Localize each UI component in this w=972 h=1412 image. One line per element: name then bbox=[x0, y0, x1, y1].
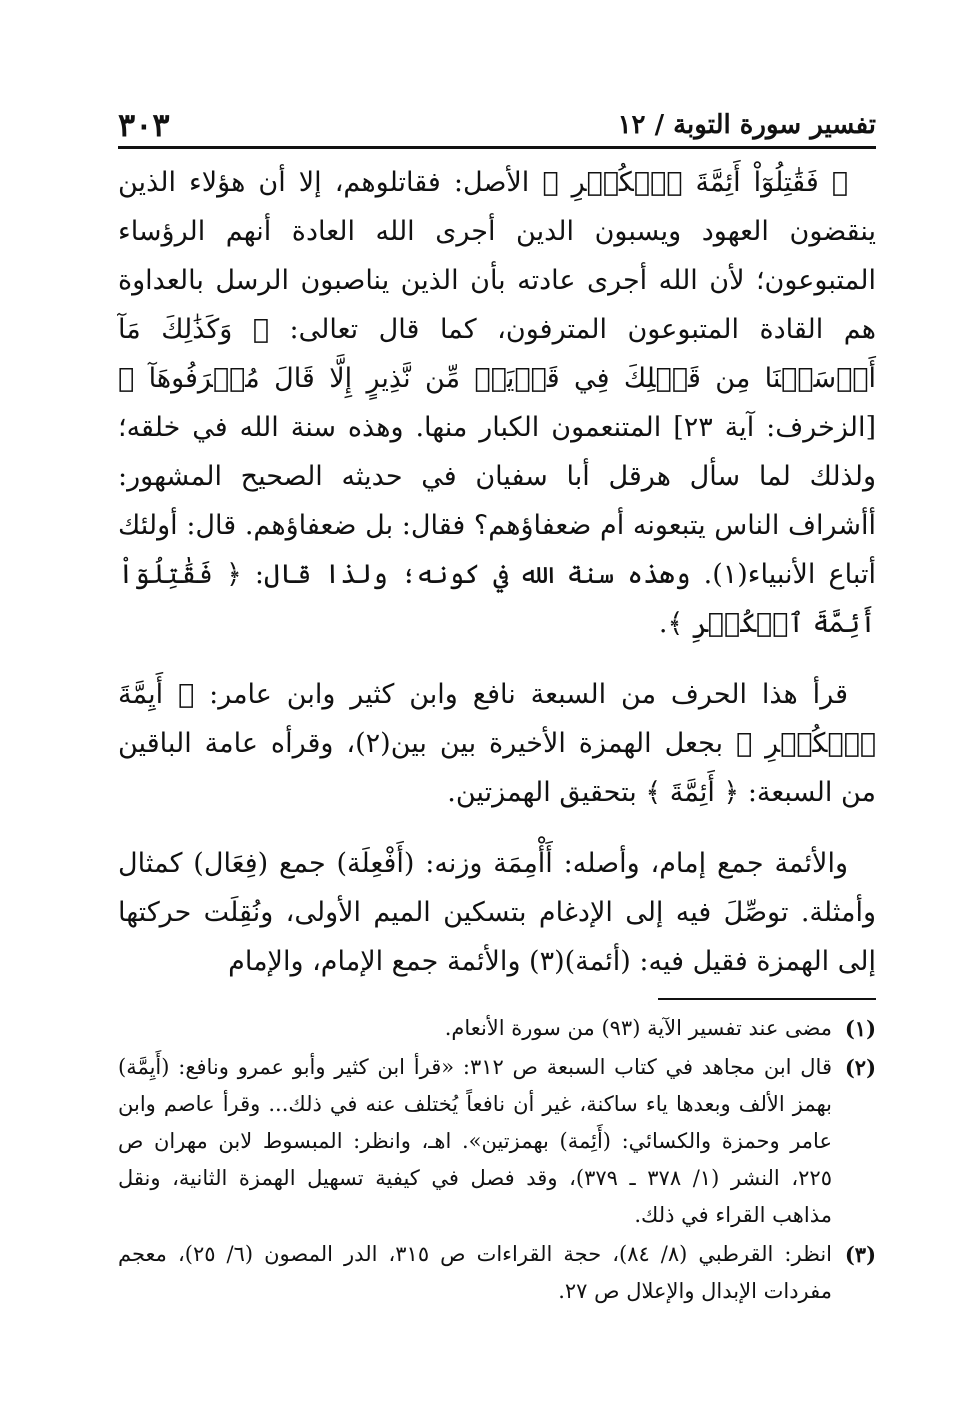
page-number: ٣٠٣ bbox=[118, 106, 170, 144]
running-header bbox=[118, 98, 876, 149]
paragraph-3 bbox=[118, 839, 876, 986]
paragraph-1 bbox=[118, 158, 876, 648]
footnote-2 bbox=[118, 1049, 876, 1234]
footnote-text: قال ابن مجاهد في كتاب السبعة ص ٣١٢: «قرأ ابن كثير وأبو عمرو ونافع: (أَيِمَّة) بهمز الألف وبعدها ياء ساكنة، غير أن نافعاً يُختلف عنه في ذلك... وقرأ عاصم وابن عامر وحمزة والكسائي: (أَئِمة) بهمزتين». اهـ، وانظر: المبسوط لابن مهران ص ٢٢٥، النشر (١/ ٣٧٨ ـ ٣٧٩)، وقد فصل في كيفية تسهيل الهمزة الثانية، ونقل مذاهب القراء في ذلك. bbox=[118, 1055, 832, 1227]
footnote-divider bbox=[658, 998, 876, 1000]
paragraph-1-text: ﴿ فَقَٰتِلُوٓاْ أَئِمَّةَ ٱلۡكُفۡرِ ﴾ الأصل: فقاتلوهم، إلا أن هؤلاء الذين ينقضون العهود ويسبون الدين أجرى الله العادة أنهم الرؤساء المتبوعون؛ لأن الله أجرى عادته بأن الذين يناصبون الرسل بالعداوة هم القادة المتبوعون المترفون، كما قال تعالى: ﴿ وَكَذَٰلِكَ مَآ أَرۡسَلۡنَا مِن قَبۡلِكَ فِي قَرۡيَةٖ مِّن نَّذِيرٍ إِلَّا قَالَ مُتۡرَفُوهَآ ﴾ [الزخرف: آية ٢٣] المتنعمون الكبار منها. وهذه سنة الله في خلقه؛ ولذلك لما سأل هرقل أبا سفيان في حديثه الصحيح المشهور: أأشراف الناس يتبعونه أم ضعفاؤهم؟ فقال: بل ضعفاؤهم. قال: أولئك أتباع الأنبياء(١). وهذه سنة الله في كونه؛ ولذا قال: ﴿ فَقَٰتِلُوٓاْ أَئِمَّةَ ٱلۡكُفۡرِ ﴾. bbox=[118, 167, 876, 639]
paragraph-2-text: قرأ هذا الحرف من السبعة نافع وابن كثير وابن عامر: ﴿ أَيِمَّةَ ٱلۡكُفۡرِ ﴾ بجعل الهمزة الأخيرة بين بين(٢)، وقرأه عامة الباقين من السبعة: ﴿ أَئِمَّةَ ﴾ بتحقيق الهمزتين. bbox=[118, 679, 876, 808]
main-text bbox=[118, 158, 876, 986]
footnote-text: انظر: القرطبي (٨/ ٨٤)، حجة القراءات ص ٣١٥، الدر المصون (٦/ ٢٥)، معجم مفردات الإبدال والإعلال ص ٢٧. bbox=[118, 1242, 832, 1303]
footnote-number: (٣) bbox=[844, 1242, 876, 1267]
paragraph-2 bbox=[118, 670, 876, 817]
footnote-1 bbox=[118, 1010, 876, 1047]
footnote-text: مضى عند تفسير الآية (٩٣) من سورة الأنعام. bbox=[444, 1016, 832, 1040]
footnote-number: (٢) bbox=[844, 1055, 876, 1080]
running-title: تفسير سورة التوبة / ١٢ bbox=[617, 110, 876, 140]
footnotes bbox=[118, 1010, 876, 1312]
footnote-number: (١) bbox=[844, 1016, 876, 1041]
footnote-3 bbox=[118, 1236, 876, 1310]
paragraph-3-text: والأئمة جمع إمام، وأصله: أَأْمِمَة وزنه: (أَفْعِلَة) جمع (فِعَال) كمثال وأمثلة. توصِّلَ فيه إلى الإدغام بتسكين الميم الأولى، ونُقِلَت حركتها إلى الهمزة فقيل فيه: (أئمة)(٣) والأئمة جمع الإمام، والإمام bbox=[118, 848, 876, 977]
